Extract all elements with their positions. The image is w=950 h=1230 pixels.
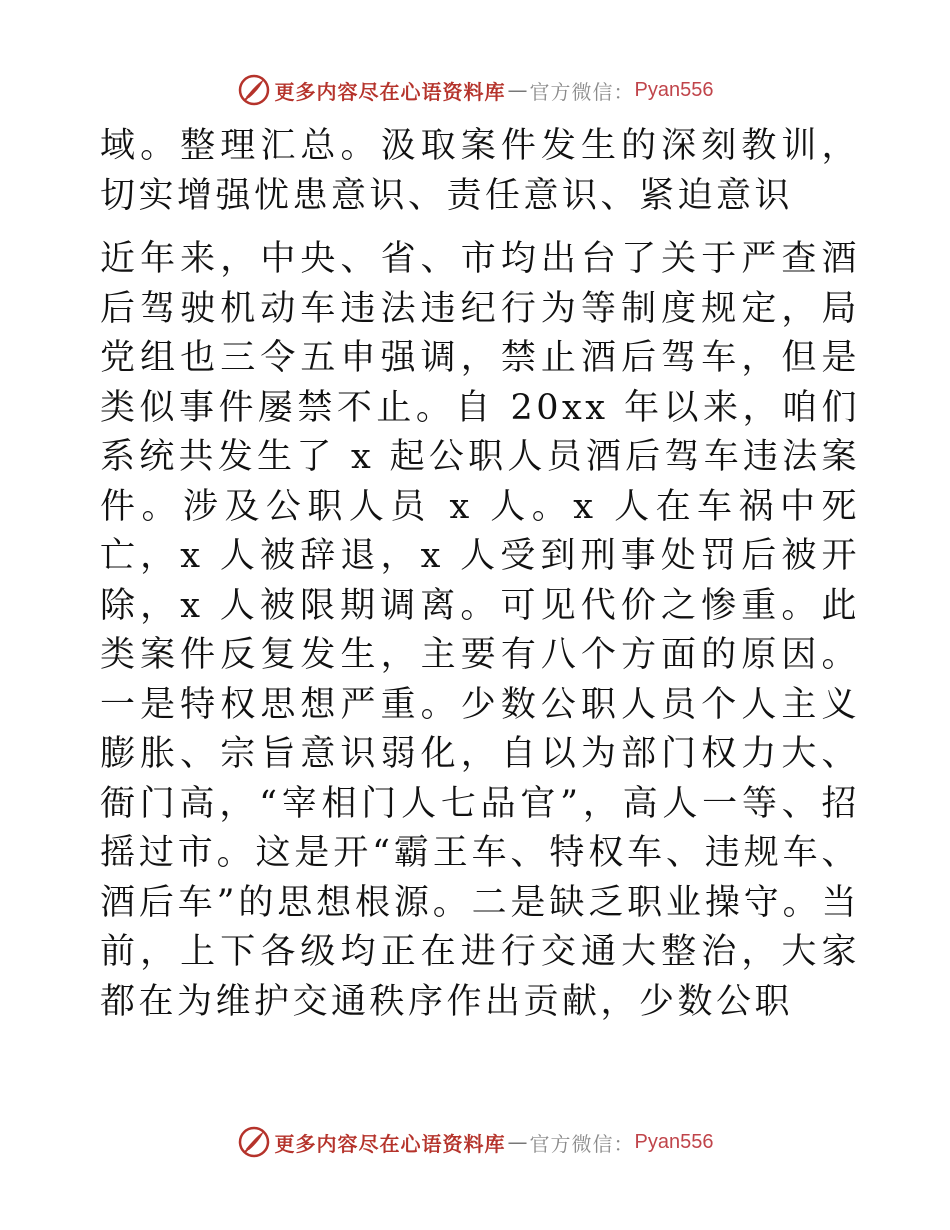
footer-wechat-id: Pyan556 xyxy=(634,1130,714,1153)
footer-banner xyxy=(0,1122,950,1162)
header-separator: — xyxy=(507,78,528,102)
footer-wechat-label: 官方微信： xyxy=(529,1131,635,1156)
quill-pen-logo-icon xyxy=(237,73,271,107)
main-paragraph: 近年来，中央、省、市均出台了关于严查酒后驾驶机动车违法违纪行为等制度规定，局党组也三令五申强调，禁止酒后驾车，但是类似事件屡禁不止。自 20xx 年以来，咱们系统共发生了 x 起公职人员酒后驾车违法案件。涉及公职人员 x 人。x 人在车祸中死亡，x 人被辞退，x 人受到刑事处罚后被开除，x 人被限期调离。可见代价之惨重。此类案件反复发生，主要有八个方面的原因。一是特权思想严重。少数公职人员个人主义膨胀、宗旨意识弱化，自以为部门权力大、衙门高，“宰相门人七品官”，高人一等、招摇过市。这是开“霸王车、特权车、违规车、酒后车”的思想根源。二是缺乏职业操守。当前，上下各级均正在进行交通大整治，大家都在为维护交通秩序作出贡献，少数公职 xyxy=(100,239,860,1022)
document-body xyxy=(100,122,860,1027)
header-brand-text: 更多内容尽在心语资料库 xyxy=(274,79,506,104)
header-banner xyxy=(0,70,950,110)
quill-pen-logo-icon xyxy=(237,1125,271,1159)
footer-brand-text: 更多内容尽在心语资料库 xyxy=(274,1131,506,1156)
footer-separator: — xyxy=(507,1130,528,1154)
heading-paragraph: 域。整理汇总。汲取案件发生的深刻教训，切实增强忧患意识、责任意识、紧迫意识 xyxy=(100,126,860,216)
header-wechat-id: Pyan556 xyxy=(634,78,714,101)
header-wechat-label: 官方微信： xyxy=(529,79,635,104)
